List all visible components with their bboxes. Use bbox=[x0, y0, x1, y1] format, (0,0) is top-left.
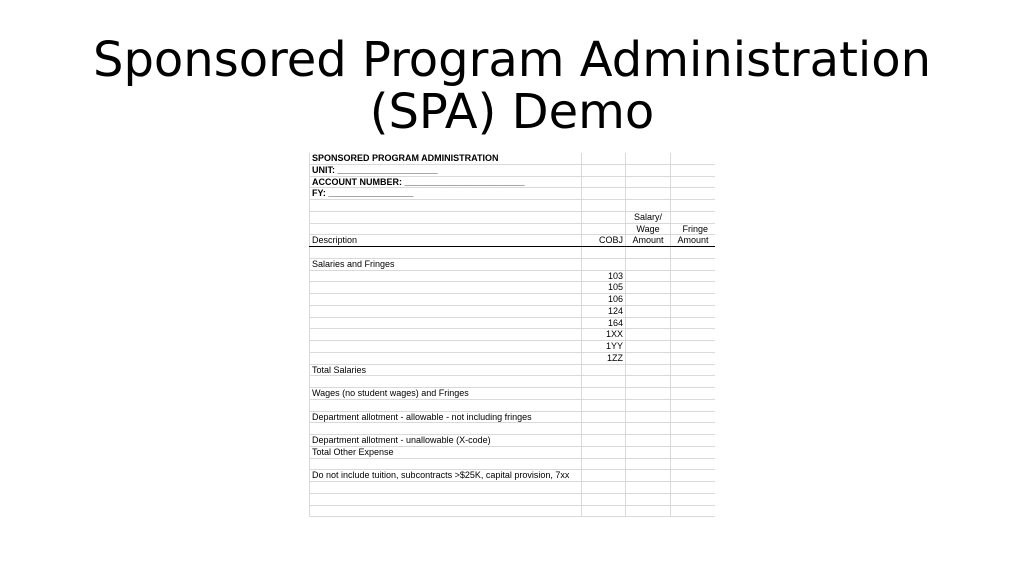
sheet-row-empty bbox=[309, 494, 715, 506]
empty-cell bbox=[670, 177, 715, 188]
empty-cell bbox=[670, 470, 715, 481]
empty-cell bbox=[625, 470, 670, 481]
empty-cell bbox=[670, 306, 715, 317]
sheet-row-empty bbox=[309, 247, 715, 259]
empty-cell bbox=[625, 271, 670, 282]
sheet-row-cobj bbox=[309, 329, 715, 341]
empty-cell bbox=[309, 306, 581, 317]
empty-cell bbox=[625, 400, 670, 411]
empty-cell bbox=[581, 506, 625, 517]
empty-cell bbox=[309, 271, 581, 282]
sheet-header-row-2 bbox=[309, 224, 715, 236]
empty-cell bbox=[625, 188, 670, 199]
empty-cell bbox=[625, 482, 670, 493]
column-header-salary-line2: Wage bbox=[625, 224, 670, 235]
empty-cell bbox=[670, 247, 715, 258]
sheet-row-fy bbox=[309, 188, 715, 200]
empty-cell bbox=[670, 200, 715, 211]
empty-cell bbox=[670, 353, 715, 364]
empty-cell bbox=[625, 177, 670, 188]
sheet-row-dept-allowable bbox=[309, 412, 715, 424]
empty-cell bbox=[581, 482, 625, 493]
sheet-row-empty bbox=[309, 459, 715, 471]
empty-cell bbox=[670, 447, 715, 458]
cobj-code: 103 bbox=[581, 271, 625, 282]
cobj-code: 105 bbox=[581, 282, 625, 293]
fy-field: FY: _________________ bbox=[309, 188, 581, 199]
empty-cell bbox=[581, 365, 625, 376]
sheet-row-total-salaries bbox=[309, 365, 715, 377]
empty-cell bbox=[581, 423, 625, 434]
slide-title bbox=[0, 34, 1024, 138]
sheet-row-empty bbox=[309, 400, 715, 412]
empty-cell bbox=[670, 153, 715, 164]
empty-cell bbox=[670, 212, 715, 223]
empty-cell bbox=[581, 388, 625, 399]
empty-cell bbox=[625, 200, 670, 211]
empty-cell bbox=[581, 165, 625, 176]
empty-cell bbox=[670, 188, 715, 199]
empty-cell bbox=[670, 165, 715, 176]
empty-cell bbox=[625, 423, 670, 434]
sheet-row-total-other bbox=[309, 447, 715, 459]
sheet-row-empty bbox=[309, 482, 715, 494]
empty-cell bbox=[625, 341, 670, 352]
column-header-salary-line1: Salary/ bbox=[625, 212, 670, 223]
empty-cell bbox=[625, 365, 670, 376]
empty-cell bbox=[625, 306, 670, 317]
column-header-fringe-line3: Amount bbox=[670, 235, 715, 246]
empty-cell bbox=[581, 200, 625, 211]
empty-cell bbox=[670, 318, 715, 329]
empty-cell bbox=[670, 365, 715, 376]
empty-cell bbox=[625, 259, 670, 270]
empty-cell bbox=[309, 459, 581, 470]
empty-cell bbox=[309, 400, 581, 411]
empty-cell bbox=[670, 412, 715, 423]
empty-cell bbox=[625, 294, 670, 305]
empty-cell bbox=[581, 212, 625, 223]
empty-cell bbox=[670, 494, 715, 505]
total-other-expense-label: Total Other Expense bbox=[309, 447, 581, 458]
empty-cell bbox=[309, 329, 581, 340]
empty-cell bbox=[670, 482, 715, 493]
sheet-header-row-3 bbox=[309, 235, 715, 247]
empty-cell bbox=[581, 447, 625, 458]
empty-cell bbox=[625, 318, 670, 329]
sheet-row-cobj bbox=[309, 282, 715, 294]
empty-cell bbox=[670, 400, 715, 411]
empty-cell bbox=[581, 376, 625, 387]
empty-cell bbox=[625, 153, 670, 164]
empty-cell bbox=[309, 341, 581, 352]
empty-cell bbox=[670, 459, 715, 470]
empty-cell bbox=[625, 282, 670, 293]
cobj-code: 106 bbox=[581, 294, 625, 305]
empty-cell bbox=[670, 423, 715, 434]
sheet-row-cobj bbox=[309, 341, 715, 353]
empty-cell bbox=[309, 282, 581, 293]
empty-cell bbox=[309, 376, 581, 387]
sheet-row-cobj bbox=[309, 271, 715, 283]
column-header-cobj: COBJ bbox=[581, 235, 625, 246]
empty-cell bbox=[309, 247, 581, 258]
sheet-row-empty bbox=[309, 506, 715, 518]
empty-cell bbox=[670, 341, 715, 352]
empty-cell bbox=[670, 282, 715, 293]
empty-cell bbox=[670, 506, 715, 517]
sheet-row-cobj bbox=[309, 318, 715, 330]
empty-cell bbox=[670, 376, 715, 387]
empty-cell bbox=[581, 247, 625, 258]
sheet-row-account bbox=[309, 177, 715, 189]
empty-cell bbox=[670, 435, 715, 446]
exclusions-note: Do not include tuition, subcontracts >$25K, capital provision, 7xx bbox=[309, 470, 581, 481]
total-salaries-label: Total Salaries bbox=[309, 365, 581, 376]
empty-cell bbox=[581, 153, 625, 164]
sheet-row-title bbox=[309, 153, 715, 165]
empty-cell bbox=[625, 435, 670, 446]
empty-cell bbox=[581, 412, 625, 423]
empty-cell bbox=[309, 224, 581, 235]
empty-cell bbox=[581, 400, 625, 411]
empty-cell bbox=[625, 494, 670, 505]
sheet-row-cobj bbox=[309, 294, 715, 306]
sheet-row-cobj bbox=[309, 306, 715, 318]
empty-cell bbox=[670, 259, 715, 270]
cobj-code: 164 bbox=[581, 318, 625, 329]
empty-cell bbox=[581, 177, 625, 188]
empty-cell bbox=[309, 423, 581, 434]
empty-cell bbox=[625, 376, 670, 387]
cobj-code: 124 bbox=[581, 306, 625, 317]
empty-cell bbox=[625, 459, 670, 470]
column-header-salary-line3: Amount bbox=[625, 235, 670, 246]
cobj-code: 1YY bbox=[581, 341, 625, 352]
empty-cell bbox=[309, 353, 581, 364]
empty-cell bbox=[625, 506, 670, 517]
wages-label: Wages (no student wages) and Fringes bbox=[309, 388, 581, 399]
empty-cell bbox=[625, 447, 670, 458]
sheet-row-empty bbox=[309, 200, 715, 212]
sheet-row-empty bbox=[309, 376, 715, 388]
sheet-row-empty bbox=[309, 423, 715, 435]
empty-cell bbox=[670, 271, 715, 282]
empty-cell bbox=[581, 470, 625, 481]
empty-cell bbox=[581, 188, 625, 199]
empty-cell bbox=[670, 388, 715, 399]
empty-cell bbox=[670, 294, 715, 305]
empty-cell bbox=[625, 247, 670, 258]
unit-field: UNIT: ____________________ bbox=[309, 165, 581, 176]
cobj-code: 1XX bbox=[581, 329, 625, 340]
sheet-row-note bbox=[309, 470, 715, 482]
empty-cell bbox=[625, 353, 670, 364]
sheet-row-unit bbox=[309, 165, 715, 177]
empty-cell bbox=[581, 224, 625, 235]
empty-cell bbox=[581, 259, 625, 270]
empty-cell bbox=[625, 165, 670, 176]
budget-spreadsheet bbox=[309, 153, 715, 517]
empty-cell bbox=[309, 212, 581, 223]
dept-allotment-allowable-label: Department allotment - allowable - not including fringes bbox=[309, 412, 581, 423]
column-header-fringe-line2: Fringe bbox=[670, 224, 715, 235]
empty-cell bbox=[581, 494, 625, 505]
empty-cell bbox=[309, 506, 581, 517]
sheet-header-row-1 bbox=[309, 212, 715, 224]
sheet-title: SPONSORED PROGRAM ADMINISTRATION bbox=[309, 153, 581, 164]
cobj-code: 1ZZ bbox=[581, 353, 625, 364]
slide-title-line1: Sponsored Program Administration bbox=[92, 32, 932, 88]
empty-cell bbox=[309, 200, 581, 211]
account-number-field: ACCOUNT NUMBER: ________________________ bbox=[309, 177, 581, 188]
sheet-row-wages bbox=[309, 388, 715, 400]
empty-cell bbox=[581, 435, 625, 446]
empty-cell bbox=[309, 494, 581, 505]
salaries-and-fringes-label: Salaries and Fringes bbox=[309, 259, 581, 270]
empty-cell bbox=[625, 329, 670, 340]
empty-cell bbox=[670, 329, 715, 340]
sheet-row-dept-unallowable bbox=[309, 435, 715, 447]
empty-cell bbox=[309, 294, 581, 305]
empty-cell bbox=[309, 482, 581, 493]
empty-cell bbox=[625, 388, 670, 399]
sheet-row-salaries-section bbox=[309, 259, 715, 271]
sheet-row-cobj bbox=[309, 353, 715, 365]
slide-title-line2: (SPA) Demo bbox=[369, 84, 655, 140]
dept-allotment-unallowable-label: Department allotment - unallowable (X-code) bbox=[309, 435, 581, 446]
empty-cell bbox=[309, 318, 581, 329]
column-header-description: Description bbox=[309, 235, 581, 246]
empty-cell bbox=[625, 412, 670, 423]
empty-cell bbox=[581, 459, 625, 470]
